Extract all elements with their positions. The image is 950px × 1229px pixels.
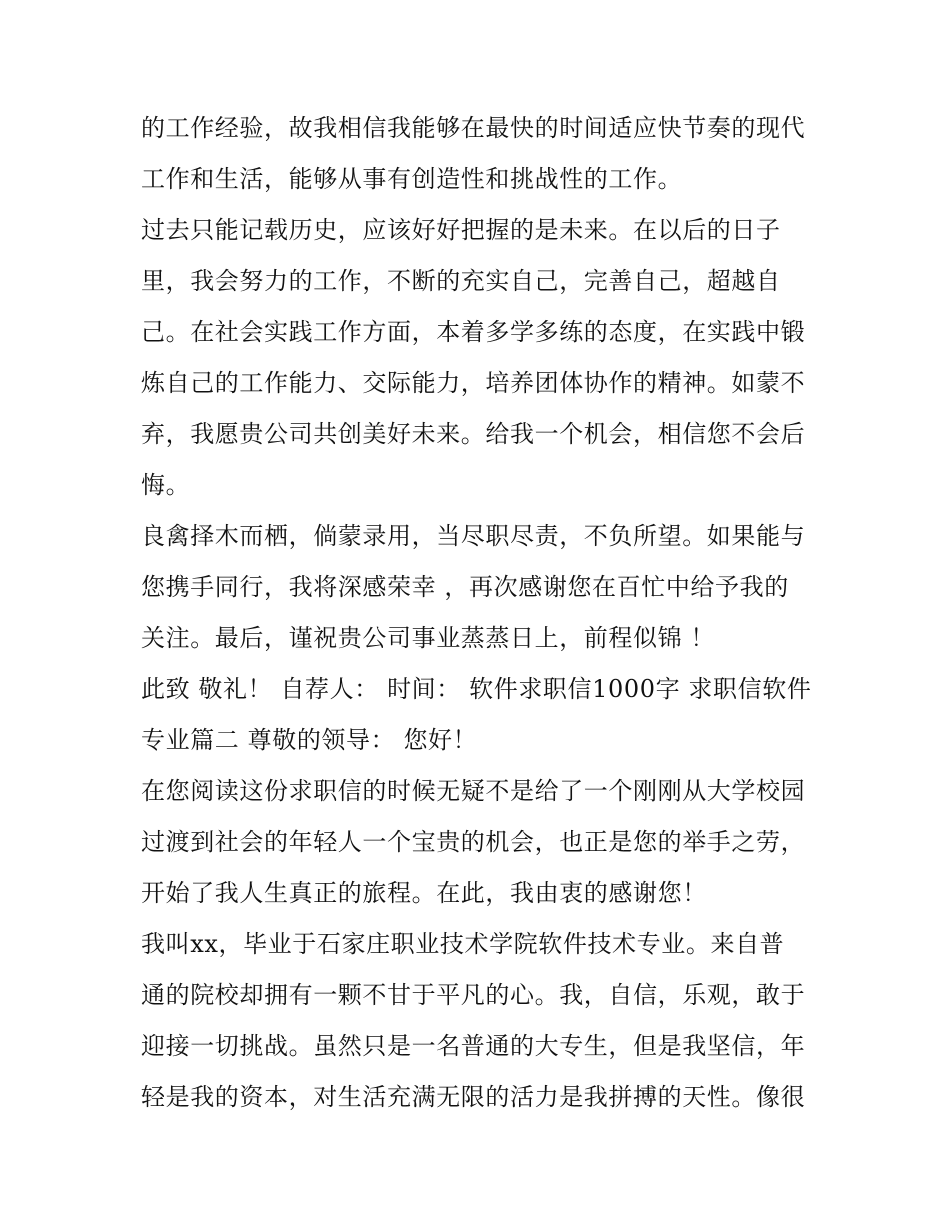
text-line: 良禽择木而栖，倘蒙录用，当尽职尽责，不负所望。如果能与 [141, 522, 806, 550]
text-line: 轻是我的资本，对生活充满无限的活力是我拼搏的天性。像很 [141, 1083, 806, 1111]
text-line: 此致 敬礼！ 自荐人： 时间： 软件求职信1000字 求职信软件 [141, 675, 812, 703]
text-line: 我叫xx，毕业于石家庄职业技术学院软件技术专业。来自普 [141, 930, 785, 958]
text-line: 己。在社会实践工作方面，本着多学多练的态度，在实践中锻 [141, 318, 806, 346]
text-line: 工作和生活，能够从事有创造性和挑战性的工作。 [141, 165, 683, 193]
text-line: 在您阅读这份求职信的时候无疑不是给了一个刚刚从大学校园 [141, 777, 806, 805]
text-line: 悔。 [141, 471, 191, 499]
text-line: 关注。最后，谨祝贵公司事业蒸蒸日上，前程似锦 ！ [141, 624, 716, 652]
text-line: 迎接一切挑战。虽然只是一名普通的大专生，但是我坚信，年 [141, 1032, 806, 1060]
text-line: 专业篇二 尊敬的领导： 您好！ [141, 726, 478, 754]
text-line: 过去只能记载历史，应该好好把握的是未来。在以后的日子 [141, 216, 781, 244]
text-line: 炼自己的工作能力、交际能力，培养团体协作的精神。如蒙不 [141, 369, 806, 397]
text-line: 您携手同行，我将深感荣幸 ，再次感谢您在百忙中给予我的 [141, 573, 789, 601]
text-line: 弃，我愿贵公司共创美好未来。给我一个机会，相信您不会后 [141, 420, 806, 448]
text-line: 开始了我人生真正的旅程。在此，我由衷的感谢您！ [141, 879, 707, 907]
text-line: 通的院校却拥有一颗不甘于平凡的心。我，自信，乐观，敢于 [141, 981, 806, 1009]
text-line: 里，我会努力的工作，不断的充实自己，完善自己，超越自 [141, 267, 781, 295]
text-line: 的工作经验，故我相信我能够在最快的时间适应快节奏的现代 [141, 114, 806, 142]
document-body [141, 103, 813, 1123]
text-line: 过渡到社会的年轻人一个宝贵的机会，也正是您的举手之劳， [141, 828, 806, 856]
